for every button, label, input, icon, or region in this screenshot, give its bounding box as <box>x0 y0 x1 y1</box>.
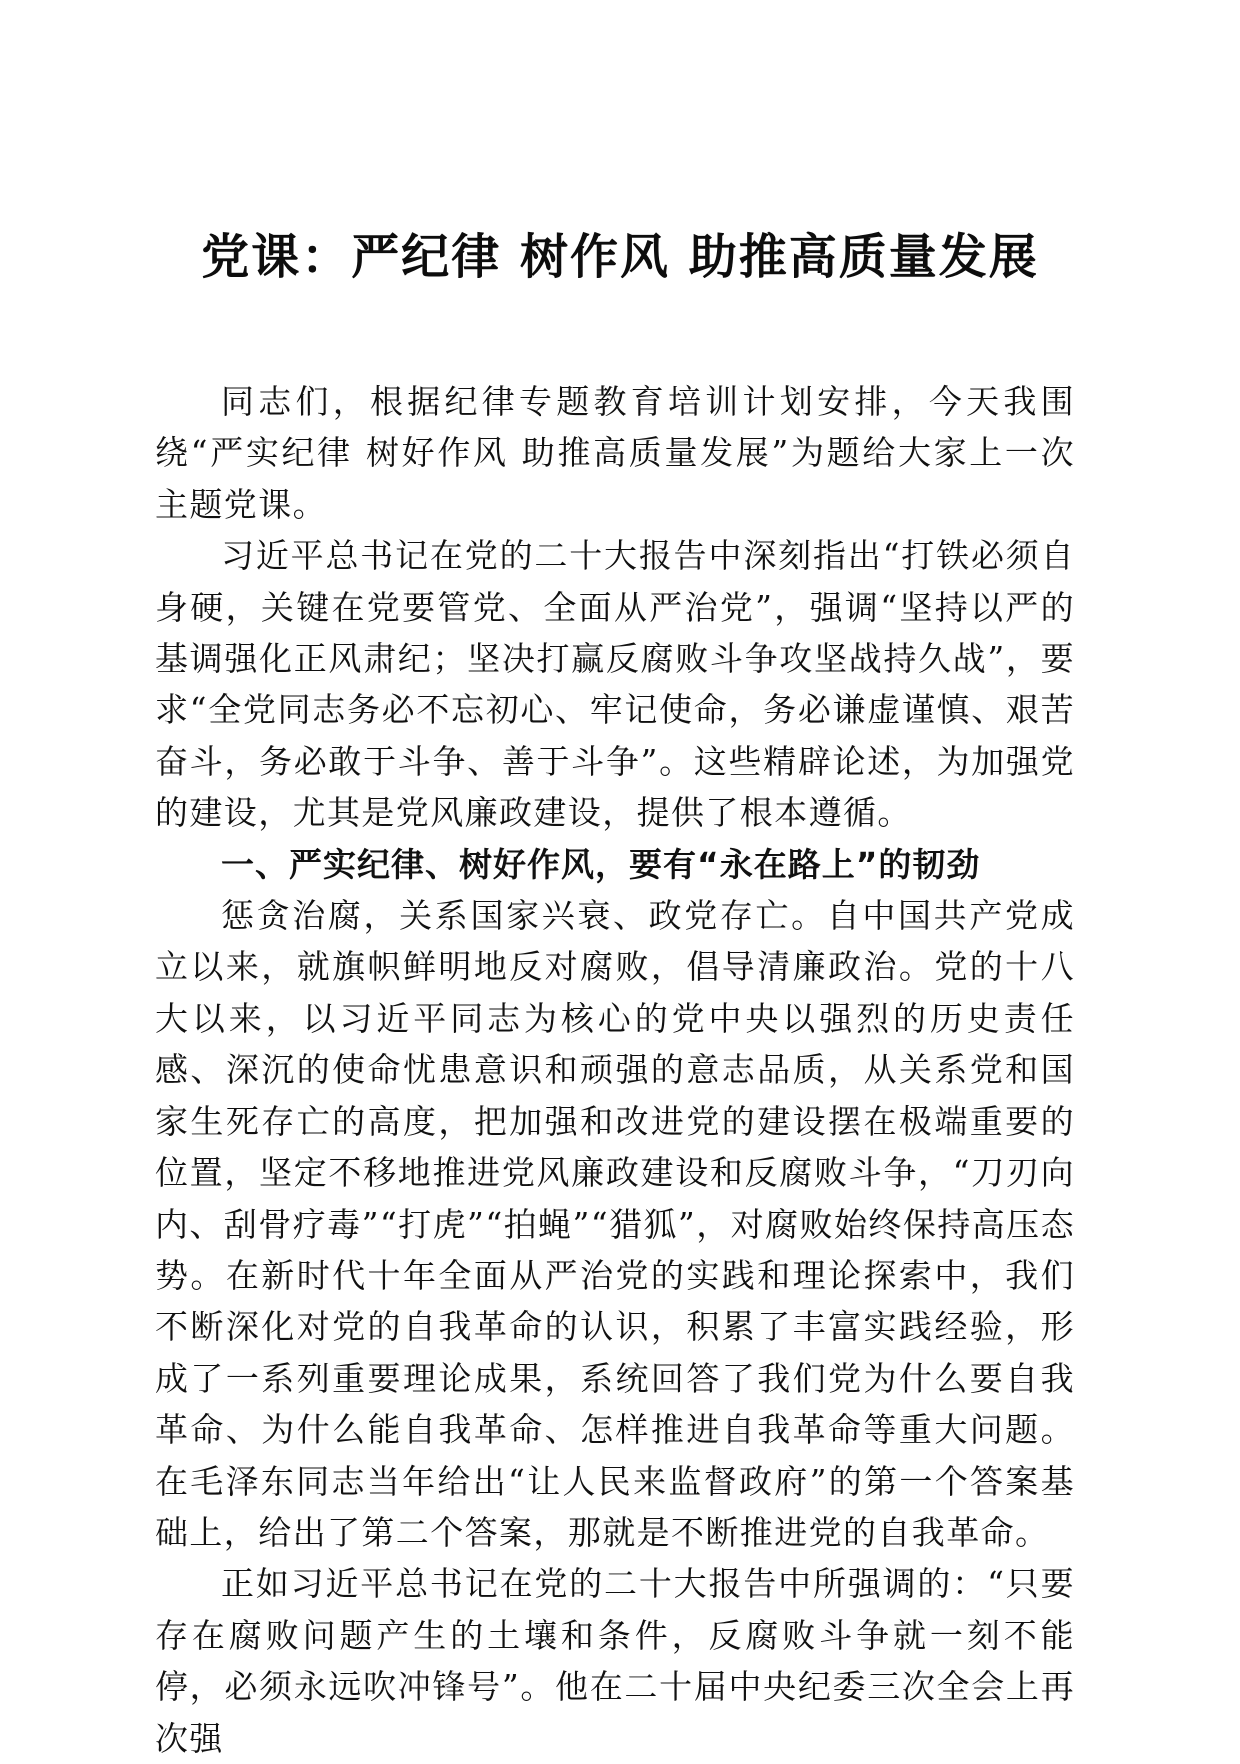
paragraph-report-quote: 习近平总书记在党的二十大报告中深刻指出“打铁必须自身硬，关键在党要管党、全面从严治党”，强调“坚持以严的基调强化正风肃纪；坚决打赢反腐败斗争攻坚战持久战”，要求“全党同志务必不忘初心、牢记使命，务必谦虚谨慎、艰苦奋斗，务必敢于斗争、善于斗争”。这些精辟论述，为加强党的建设，尤其是党风廉政建设，提供了根本遵循。 <box>155 536 1075 833</box>
paragraph-intro: 同志们，根据纪律专题教育培训计划安排，今天我围绕“严实纪律 树好作风 助推高质量发展”为题给大家上一次主题党课。 <box>155 382 1075 524</box>
paragraph-section-1-continued: 正如习近平总书记在党的二十大报告中所强调的：“只要存在腐败问题产生的土壤和条件，反腐败斗争就一刻不能停，必须永远吹冲锋号”。他在二十届中央纪委三次全会上再次强 <box>155 1564 1075 1758</box>
document-body <box>155 376 1075 1764</box>
page-title: 党课：严纪律 树作风 助推高质量发展 <box>201 229 1039 285</box>
section-heading-1: 一、严实纪律、树好作风，要有“永在路上”的韧劲 <box>221 844 981 884</box>
paragraph-section-1-body: 惩贪治腐，关系国家兴衰、政党存亡。自中国共产党成立以来，就旗帜鲜明地反对腐败，倡导清廉政治。党的十八大以来，以习近平同志为核心的党中央以强烈的历史责任感、深沉的使命忧患意识和顽强的意志品质，从关系党和国家生死存亡的高度，把加强和改进党的建设摆在极端重要的位置，坚定不移地推进党风廉政建设和反腐败斗争，“刀刃向内、刮骨疗毒”“打虎”“拍蝇”“猎狐”，对腐败始终保持高压态势。在新时代十年全面从严治党的实践和理论探索中，我们不断深化对党的自我革命的认识，积累了丰富实践经验，形成了一系列重要理论成果，系统回答了我们党为什么要自我革命、为什么能自我革命、怎样推进自我革命等重大问题。在毛泽东同志当年给出“让人民来监督政府”的第一个答案基础上，给出了第二个答案，那就是不断推进党的自我革命。 <box>155 896 1075 1552</box>
